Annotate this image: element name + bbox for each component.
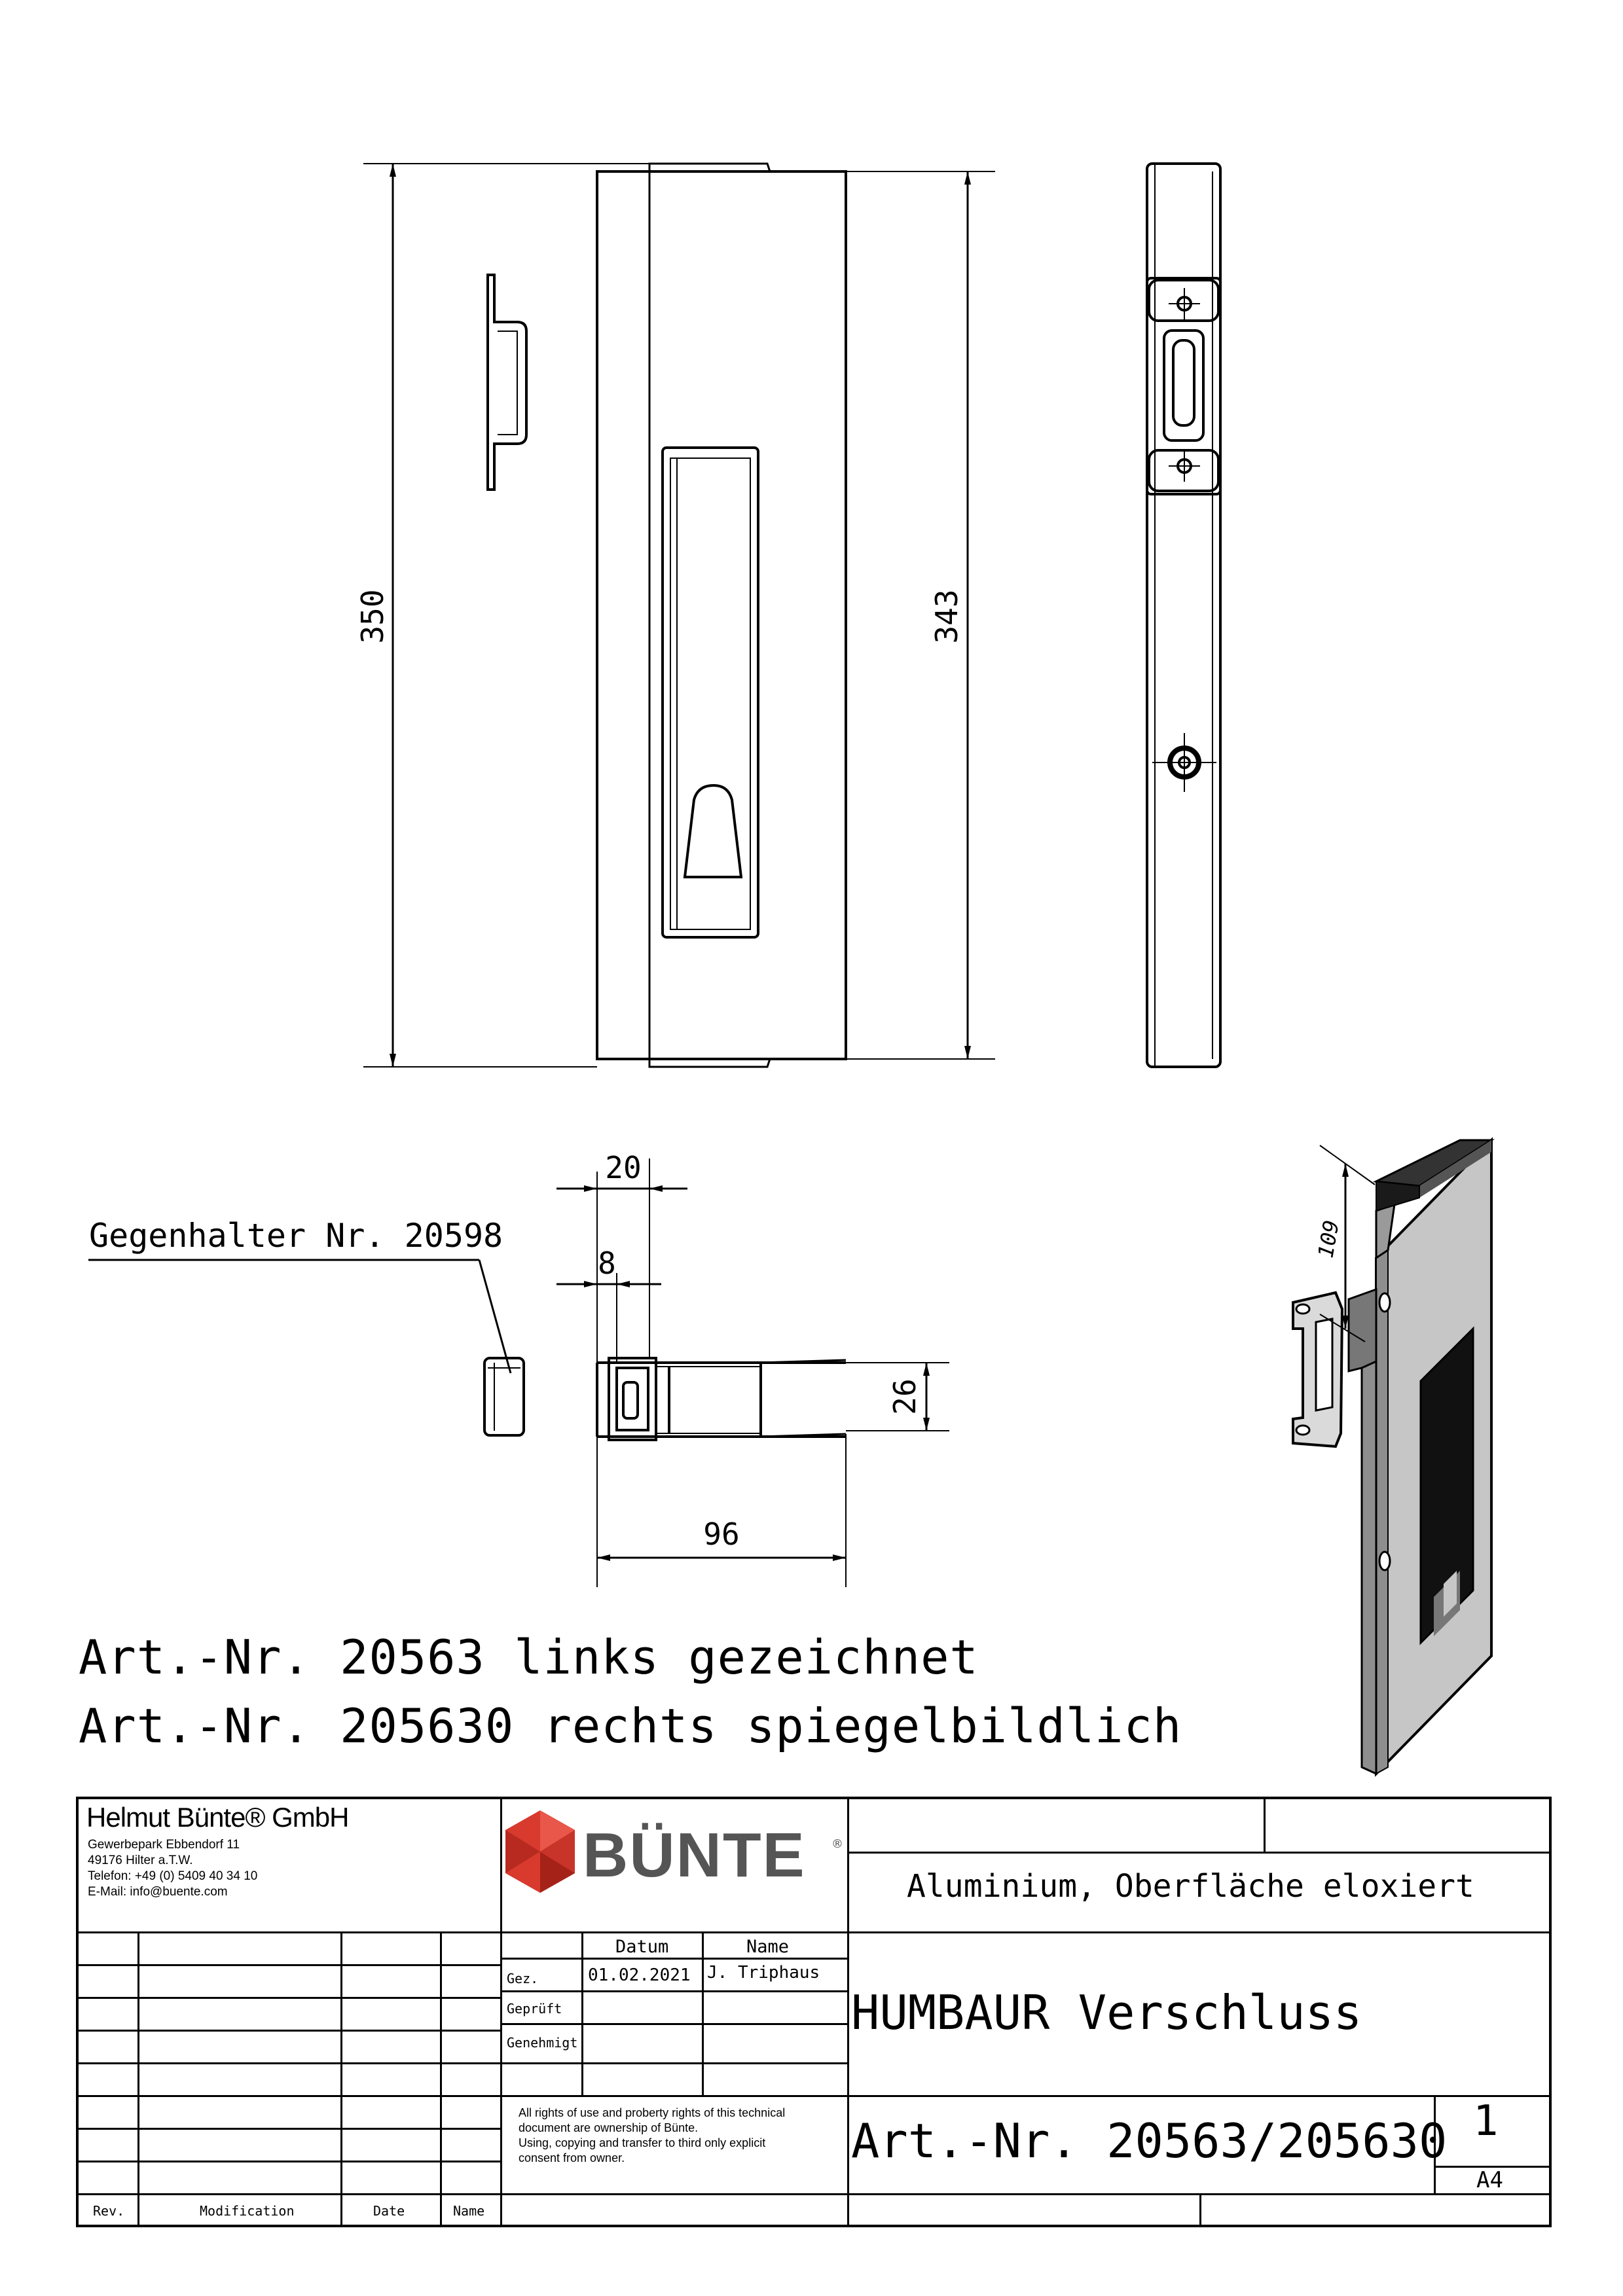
modification-header: Modification	[200, 2203, 295, 2219]
side-view	[1147, 164, 1220, 1067]
dim-350-label: 350	[355, 589, 390, 644]
dim-350	[363, 164, 649, 1067]
registered-mark: ®	[831, 1837, 843, 1851]
callout-label: Gegenhalter Nr. 20598	[89, 1217, 503, 1255]
title-block	[76, 1797, 1552, 2227]
material: Aluminium, Oberfläche eloxiert	[907, 1868, 1474, 1905]
approved-label: Genehmigt	[507, 2035, 578, 2051]
drawn-label: Gez.	[507, 1971, 539, 1986]
dim-109-label: 109	[1313, 1218, 1344, 1260]
front-view	[597, 164, 846, 1067]
dim-8	[556, 1273, 661, 1361]
checked-label: Geprüft	[507, 2001, 562, 2017]
dim-8-label: 8	[598, 1246, 616, 1281]
company-name: Helmut Bünte® GmbH	[86, 1802, 349, 1833]
company-address-street: Gewerbepark Ebbendorf 11	[88, 1838, 240, 1852]
company-email: E-Mail: info@buente.com	[88, 1885, 228, 1899]
rev-header: Rev.	[93, 2203, 125, 2219]
counter-piece-side	[488, 275, 526, 490]
rights-line-2: document are ownership of Bünte.	[519, 2121, 699, 2134]
col-date-header: Datum	[615, 1937, 669, 1957]
dim-343-label: 343	[929, 589, 964, 644]
drawn-name: J. Triphaus	[707, 1963, 820, 1982]
dim-20-label: 20	[605, 1150, 642, 1185]
rights-line-4: consent from owner.	[519, 2151, 625, 2164]
dim-96-label: 96	[703, 1516, 740, 1552]
dim-96	[597, 1434, 846, 1587]
company-address-city: 49176 Hilter a.T.W.	[88, 1854, 193, 1867]
sheet-number: 1	[1473, 2097, 1499, 2145]
drawing-title: HUMBAUR Verschluss	[851, 1985, 1362, 2040]
col-name-header: Name	[746, 1937, 790, 1957]
paper-format: A4	[1476, 2167, 1503, 2193]
logo-text: BÜNTE	[583, 1820, 806, 1890]
date-header: Date	[373, 2203, 405, 2219]
note-left-drawn: Art.-Nr. 20563 links gezeichnet	[79, 1630, 979, 1685]
top-view	[484, 1358, 846, 1440]
name-header: Name	[453, 2203, 485, 2219]
note-right-mirrored: Art.-Nr. 205630 rechts spiegelbildlich	[79, 1698, 1182, 1753]
rights-line-3: Using, copying and transfer to third only explicit	[519, 2136, 766, 2149]
buente-logo-icon	[504, 1809, 576, 1894]
rights-line-1: All rights of use and proberty rights of this technical	[519, 2106, 786, 2119]
drawn-date: 01.02.2021	[588, 1965, 691, 1985]
article-number: Art.-Nr. 20563/205630	[851, 2113, 1448, 2168]
company-phone: Telefon: +49 (0) 5409 40 34 10	[88, 1869, 258, 1883]
rights-notice	[519, 2106, 785, 2166]
callout-leader	[88, 1260, 511, 1373]
dim-26-label: 26	[887, 1378, 922, 1415]
